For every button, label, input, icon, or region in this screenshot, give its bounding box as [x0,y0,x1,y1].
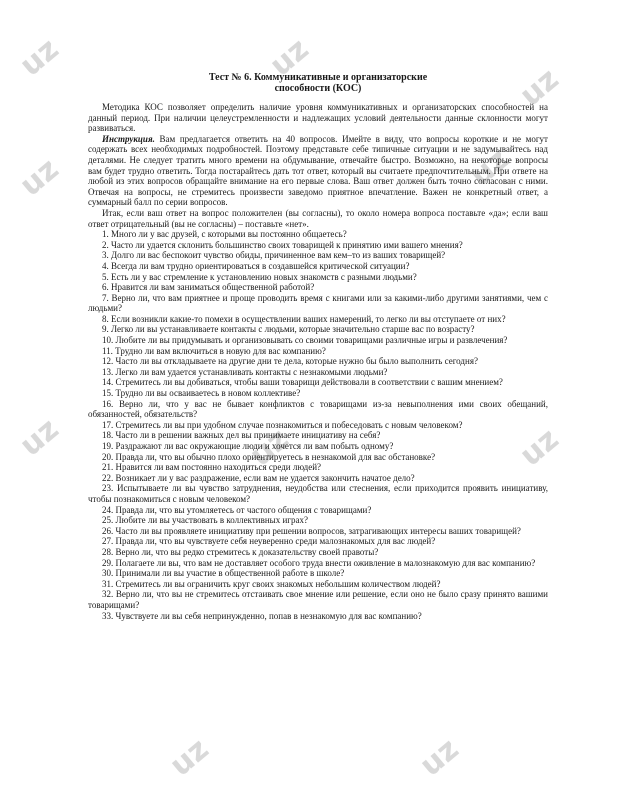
question-item: 1. Много ли у вас друзей, с которыми вы постоянно общаетесь? [102,229,347,240]
question-item: 5. Есть ли у вас стремление к установлению новых знакомств с разными людьми? [102,271,417,282]
instruction-label: Инструкция. [102,133,155,144]
question-item: 27. Правда ли, что вы чувствуете себя неуверенно среди малознакомых для вас людей? [102,536,436,547]
question-item: 23. Испытываете ли вы чувство затруднения, неудобства или стеснения, если приходится проявить инициативу, чтобы познакомиться с новым человеком? [88,483,548,504]
watermark: uz [13,31,66,84]
question-item: 22. Возникает ли у вас раздражение, если вам не удается закончить начатое дело? [102,472,415,483]
instruction-paragraph [88,134,548,208]
question-item: 33. Чувствуете ли вы себя непринужденно, попав в незнакомую для вас компанию? [102,610,422,621]
question-list [88,229,548,621]
question-item: 14. Стремитесь ли вы добиваться, чтобы ваши товарищи действовали в соответствии с вашим мнением? [102,377,503,388]
question-item: 10. Любите ли вы придумывать и организовывать со своими товарищами различные игры и развлечения? [102,335,508,346]
answer-rule-paragraph: Итак, если ваш ответ на вопрос положителен (вы согласны), то около номера вопроса поставьте «да»; если ваш ответ отрицательный (вы не согласны) – поставьте «нет». [88,207,548,229]
question-item: 29. Полагаете ли вы, что вам не доставляет особого труда внести оживление в малознакомую для вас компанию? [102,557,536,568]
question-item: 3. Долго ли вас беспокоит чувство обиды, причиненное вам кем–то из ваших товарищей? [102,250,446,261]
question-item: 18. Часто ли в решении важных дел вы принимаете инициативу на себя? [102,430,381,441]
question-item: 28. Верно ли, что вы редко стремитесь к доказательству своей правоты? [102,546,379,557]
question-item: 25. Любите ли вы участвовать в коллективных играх? [102,515,308,526]
title-line-2: способности (КОС) [274,83,362,94]
watermark: uz [263,31,316,84]
question-item: 32. Верно ли, что вы не стремитесь отстаивать свое мнение или решение, если оно не было сразу принято вашими товарищами? [88,589,548,610]
question-item: 6. Нравится ли вам заниматься общественной работой? [102,282,315,293]
watermark: uz [163,731,216,784]
watermark: uz [13,151,66,204]
watermark: uz [13,411,66,464]
question-item: 16. Верно ли, что у вас не бывает конфликтов с товарищами из-за невыполнения ими своих обещаний, обязанностей, обязательств? [88,398,548,420]
instruction-text: Вам предлагается ответить на 40 вопросов. Имейте в виду, что вопросы короткие и не могут содержать всех необходимых подробностей. Поэтому представьте себе типичные ситуации и не задумывайтесь над деталями. Не следует тратить много времени на обдумывание, отвечайте быстро. Возможно, на некоторые вопросы вам будет трудно ответить. Тогда постарайтесь дать тот ответ, который вы считаете предпочтительным. При ответе на любой из этих вопросов обращайте внимание на его первые слова. Ваш ответ должен быть точно согласован с ними. Отвечая на вопросы, не стремитесь произвести заведомо приятное впечатление. Важен не конкретный ответ, а суммарный балл по серии вопросов. [88,133,548,208]
question-item: 9. Легко ли вы устанавливаете контакты с людьми, которые значительно старше вас по возрасту? [102,324,475,335]
question-item: 8. Если возникли какие-то помехи в осуществлении ваших намерений, то легко ли вы отступаете от них? [102,313,506,324]
question-item: 4. Всегда ли вам трудно ориентироваться в создавшейся критической ситуации? [102,260,410,271]
question-item: 26. Часто ли вы проявляете инициативу при решении вопросов, затрагивающих интересы ваших товарищей? [102,525,521,536]
watermark: uz [463,141,516,194]
question-item: 20. Правда ли, что вы обычно плохо ориентируетесь в незнакомой для вас обстановке? [102,451,436,462]
question-item: 15. Трудно ли вы осваиваетесь в новом коллективе? [102,388,301,399]
question-item: 19. Раздражают ли вас окружающие люди и хочется ли вам побыть одному? [102,441,394,451]
watermark: uz [413,731,466,784]
question-item: 12. Часто ли вы откладываете на другие дни те дела, которые нужно бы было выполнить сегодня? [102,356,478,367]
document-body [88,72,548,621]
watermark: uz [513,61,566,114]
question-item: 21. Нравится ли вам постоянно находиться среди людей? [102,462,322,473]
question-item: 7. Верно ли, что вам приятнее и проще проводить время с книгами или за какими-либо другими занятиями, чем с людьми? [88,292,548,314]
question-item: 11. Трудно ли вам включиться в новую для вас компанию? [102,345,326,356]
question-item: 13. Легко ли вам удается устанавливать контакты с незнакомыми людьми? [102,366,388,377]
intro-paragraph: Методика КОС позволяет определить наличие уровня коммуникативных и организаторских способностей на данный период. При наличии целеустремленности и надлежащих условий деятельности данные склонности могут развиваться. [88,102,548,134]
title-line-1: Тест № 6. Коммуникативные и организаторские [208,72,428,83]
question-item: 17. Стремитесь ли вы при удобном случае познакомиться и побеседовать с новым человеком? [102,419,463,430]
page-title [88,72,548,94]
watermark: uz [243,421,296,474]
question-item: 30. Принимали ли вы участие в общественной работе в школе? [102,568,345,579]
watermark: uz [513,421,566,474]
question-item: 24. Правда ли, что вы утомляетесь от частого общения с товарищами? [102,504,372,515]
question-item: 2. Часто ли удается склонить большинство своих товарищей к принятию ими вашего мнения? [102,239,463,250]
question-item: 31. Стремитесь ли вы ограничить круг своих знакомых небольшим количеством людей? [102,578,441,589]
